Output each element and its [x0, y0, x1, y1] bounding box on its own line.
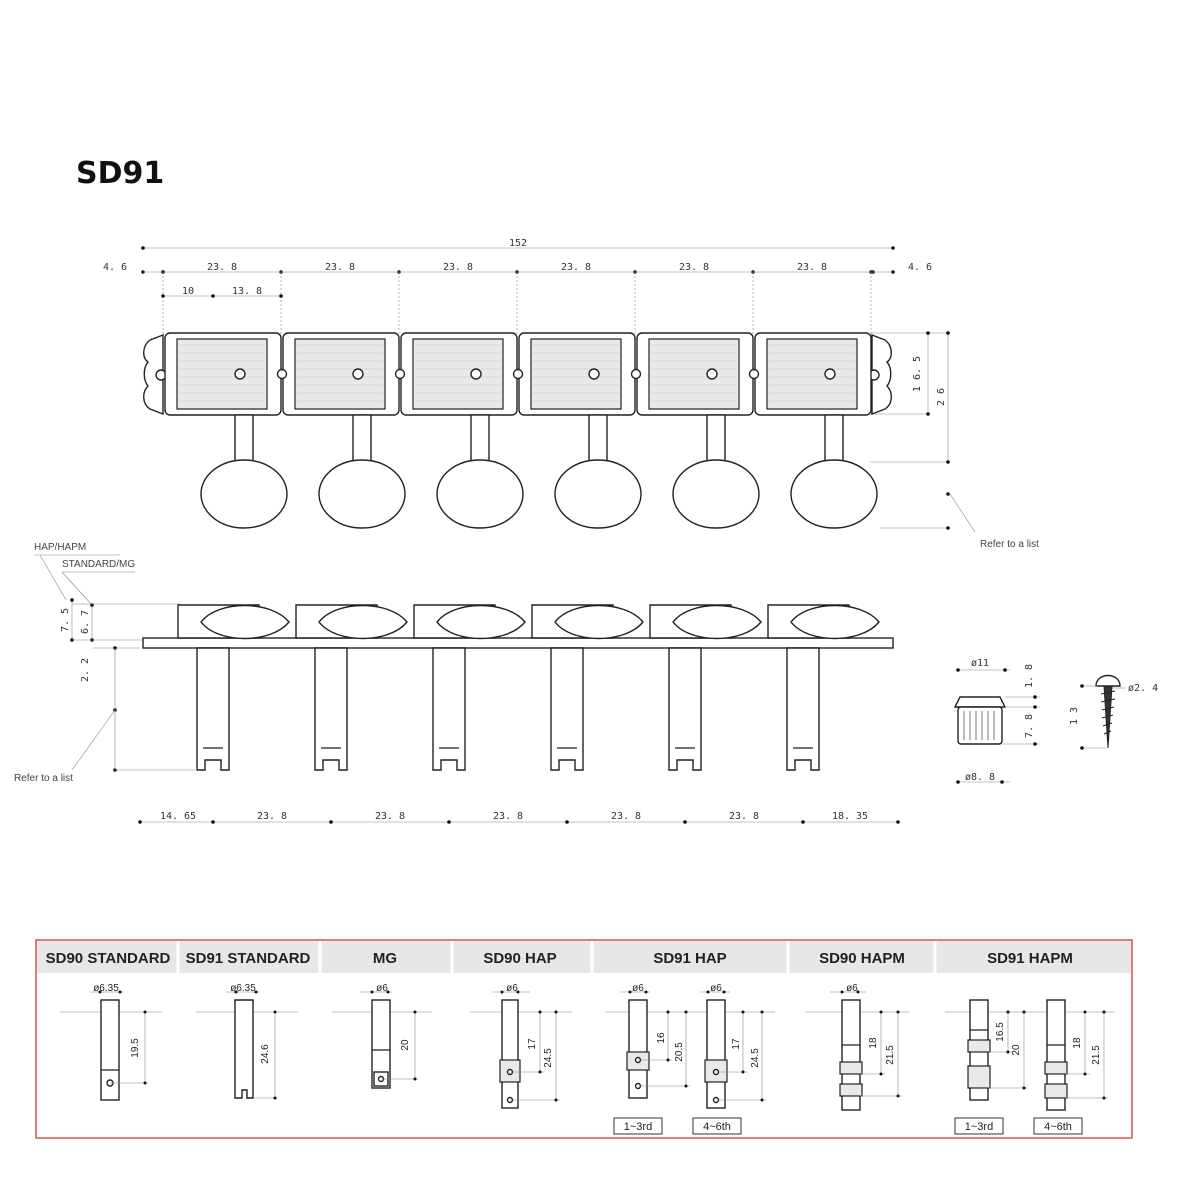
dim-side-h3: 2. 2: [80, 657, 91, 683]
refer-note-top: Refer to a list: [980, 539, 1039, 550]
label-hap-hapm: HAP/HAPM: [34, 542, 87, 553]
len-sd90-hap-b: 24.5: [543, 1048, 554, 1068]
col-sd90-hap: SD90 HAP: [483, 950, 557, 967]
screw-drawing: [1069, 676, 1158, 750]
dim-bottom-2: 23. 8: [256, 811, 288, 822]
tag-sd91-hapm-a: 1~3rd: [964, 1121, 994, 1133]
dim-bottom-4: 23. 8: [492, 811, 524, 822]
top-view-strip: [144, 333, 892, 528]
dim-side-h1: 7. 5: [60, 607, 71, 633]
tuner-top-3: [396, 333, 524, 528]
post-sd91-hap: [605, 983, 775, 1134]
dim-bottom-1: 14. 65: [159, 811, 197, 822]
base-plate: [143, 638, 893, 648]
col-sd90-hapm: SD90 HAPM: [819, 950, 905, 967]
len-sd91-hap-b2: 24.5: [750, 1048, 761, 1068]
len-sd90-standard: 19.5: [130, 1038, 141, 1058]
len-sd90-hapm-a: 18: [868, 1037, 879, 1049]
bushing-flange: [955, 697, 1005, 707]
post-b: [707, 1000, 725, 1108]
len-sd91-hap-b1: 17: [731, 1038, 742, 1050]
tuner-top-6: [750, 333, 878, 528]
tag-sd91-hap-b: 4~6th: [703, 1121, 731, 1133]
dia-sd90-hap: ø6: [506, 983, 518, 994]
dim-pitch-1: 23. 8: [206, 262, 238, 273]
len-mg: 20: [400, 1039, 411, 1051]
post-sd90-hapm: [805, 983, 910, 1110]
len-sd91-hapm-a2: 20: [1011, 1044, 1022, 1056]
dim-end-right: 4. 6: [907, 262, 933, 273]
dim-overall: 152: [508, 238, 528, 249]
post: [502, 1000, 518, 1108]
len-sd91-hapm-b1: 18: [1072, 1037, 1083, 1049]
tuner-side-4: [532, 605, 643, 770]
bushing-drawing: [955, 658, 1040, 784]
tuner-side-1: [178, 605, 289, 770]
bushing-flange-height: 1. 8: [1024, 663, 1035, 689]
dim-height-housing: 1 6. 5: [912, 355, 923, 393]
post-sd91-hapm: [945, 1000, 1115, 1134]
tuner-side-2: [296, 605, 407, 770]
dia-sd91-standard: ø6.35: [230, 983, 256, 994]
label-standard-mg: STANDARD/MG: [62, 559, 136, 570]
tag-sd91-hap-a: 1~3rd: [623, 1121, 653, 1133]
refer-note-side: Refer to a list: [14, 773, 73, 784]
bushing-height: 7. 8: [1024, 713, 1035, 739]
dim-end-left: 4. 6: [102, 262, 128, 273]
dim-pitch-3: 23. 8: [442, 262, 474, 273]
dim-bottom-6: 23. 8: [728, 811, 760, 822]
col-mg: MG: [372, 950, 398, 967]
tuner-top-2: [278, 333, 406, 528]
dim-pitch-4: 23. 8: [560, 262, 592, 273]
dia-sd90-standard: ø6.35: [93, 983, 119, 994]
dim-sub-a: 10: [181, 286, 195, 297]
dim-sub-b: 13. 8: [231, 286, 263, 297]
screw-head: [1096, 676, 1120, 687]
tuner-side-3: [414, 605, 525, 770]
col-sd91-standard: SD91 STANDARD: [185, 950, 311, 967]
len-sd90-hapm-b: 21.5: [885, 1045, 896, 1065]
page-title: SD91: [76, 156, 165, 191]
screw-dia: ø2. 4: [1128, 683, 1159, 694]
post-mg: [332, 983, 432, 1088]
len-sd91-standard: 24.6: [260, 1044, 271, 1064]
side-view-strip: [143, 605, 893, 770]
dim-side-h2: 6. 7: [80, 609, 91, 635]
pitch-dots: [141, 270, 895, 335]
len-sd91-hapm-b2: 21.5: [1091, 1045, 1102, 1065]
dia-sd91-hap-b: ø6: [710, 983, 722, 994]
len-sd91-hap-a2: 20.5: [674, 1042, 685, 1062]
col-sd91-hap: SD91 HAP: [653, 950, 727, 967]
bushing-top-dia: ø11: [970, 658, 990, 669]
col-sd91-hapm: SD91 HAPM: [987, 950, 1073, 967]
dia-mg: ø6: [376, 983, 388, 994]
post-sd91-standard: [196, 983, 298, 1100]
bushing-body: [958, 707, 1002, 744]
len-sd91-hap-a1: 16: [656, 1032, 667, 1044]
col-sd90-standard: SD90 STANDARD: [45, 950, 171, 967]
variant-table: [36, 940, 1132, 1138]
post-sd90-standard: [60, 983, 162, 1100]
dia-sd91-hap-a: ø6: [632, 983, 644, 994]
dim-bottom-7: 18. 35: [831, 811, 869, 822]
dim-bottom-5: 23. 8: [610, 811, 642, 822]
len-sd90-hap-a: 17: [527, 1038, 538, 1050]
tuner-top-4: [514, 333, 642, 528]
dim-pitch-6: 23. 8: [796, 262, 828, 273]
bushing-bottom-dia: ø8. 8: [964, 772, 996, 783]
post-sd90-hap: [470, 983, 572, 1108]
dia-sd90-hapm: ø6: [846, 983, 858, 994]
screw-length: 1 3: [1069, 706, 1080, 726]
tuner-side-5: [650, 605, 761, 770]
tuner-top-1: [165, 333, 287, 528]
post: [235, 1000, 253, 1098]
dim-height-total: 2 6: [936, 387, 947, 407]
dim-pitch-5: 23. 8: [678, 262, 710, 273]
dim-bottom-3: 23. 8: [374, 811, 406, 822]
tag-sd91-hapm-b: 4~6th: [1044, 1121, 1072, 1133]
len-sd91-hapm-a1: 16.5: [995, 1022, 1006, 1042]
tuner-side-6: [768, 605, 879, 770]
dim-pitch-2: 23. 8: [324, 262, 356, 273]
tuner-top-5: [632, 333, 760, 528]
